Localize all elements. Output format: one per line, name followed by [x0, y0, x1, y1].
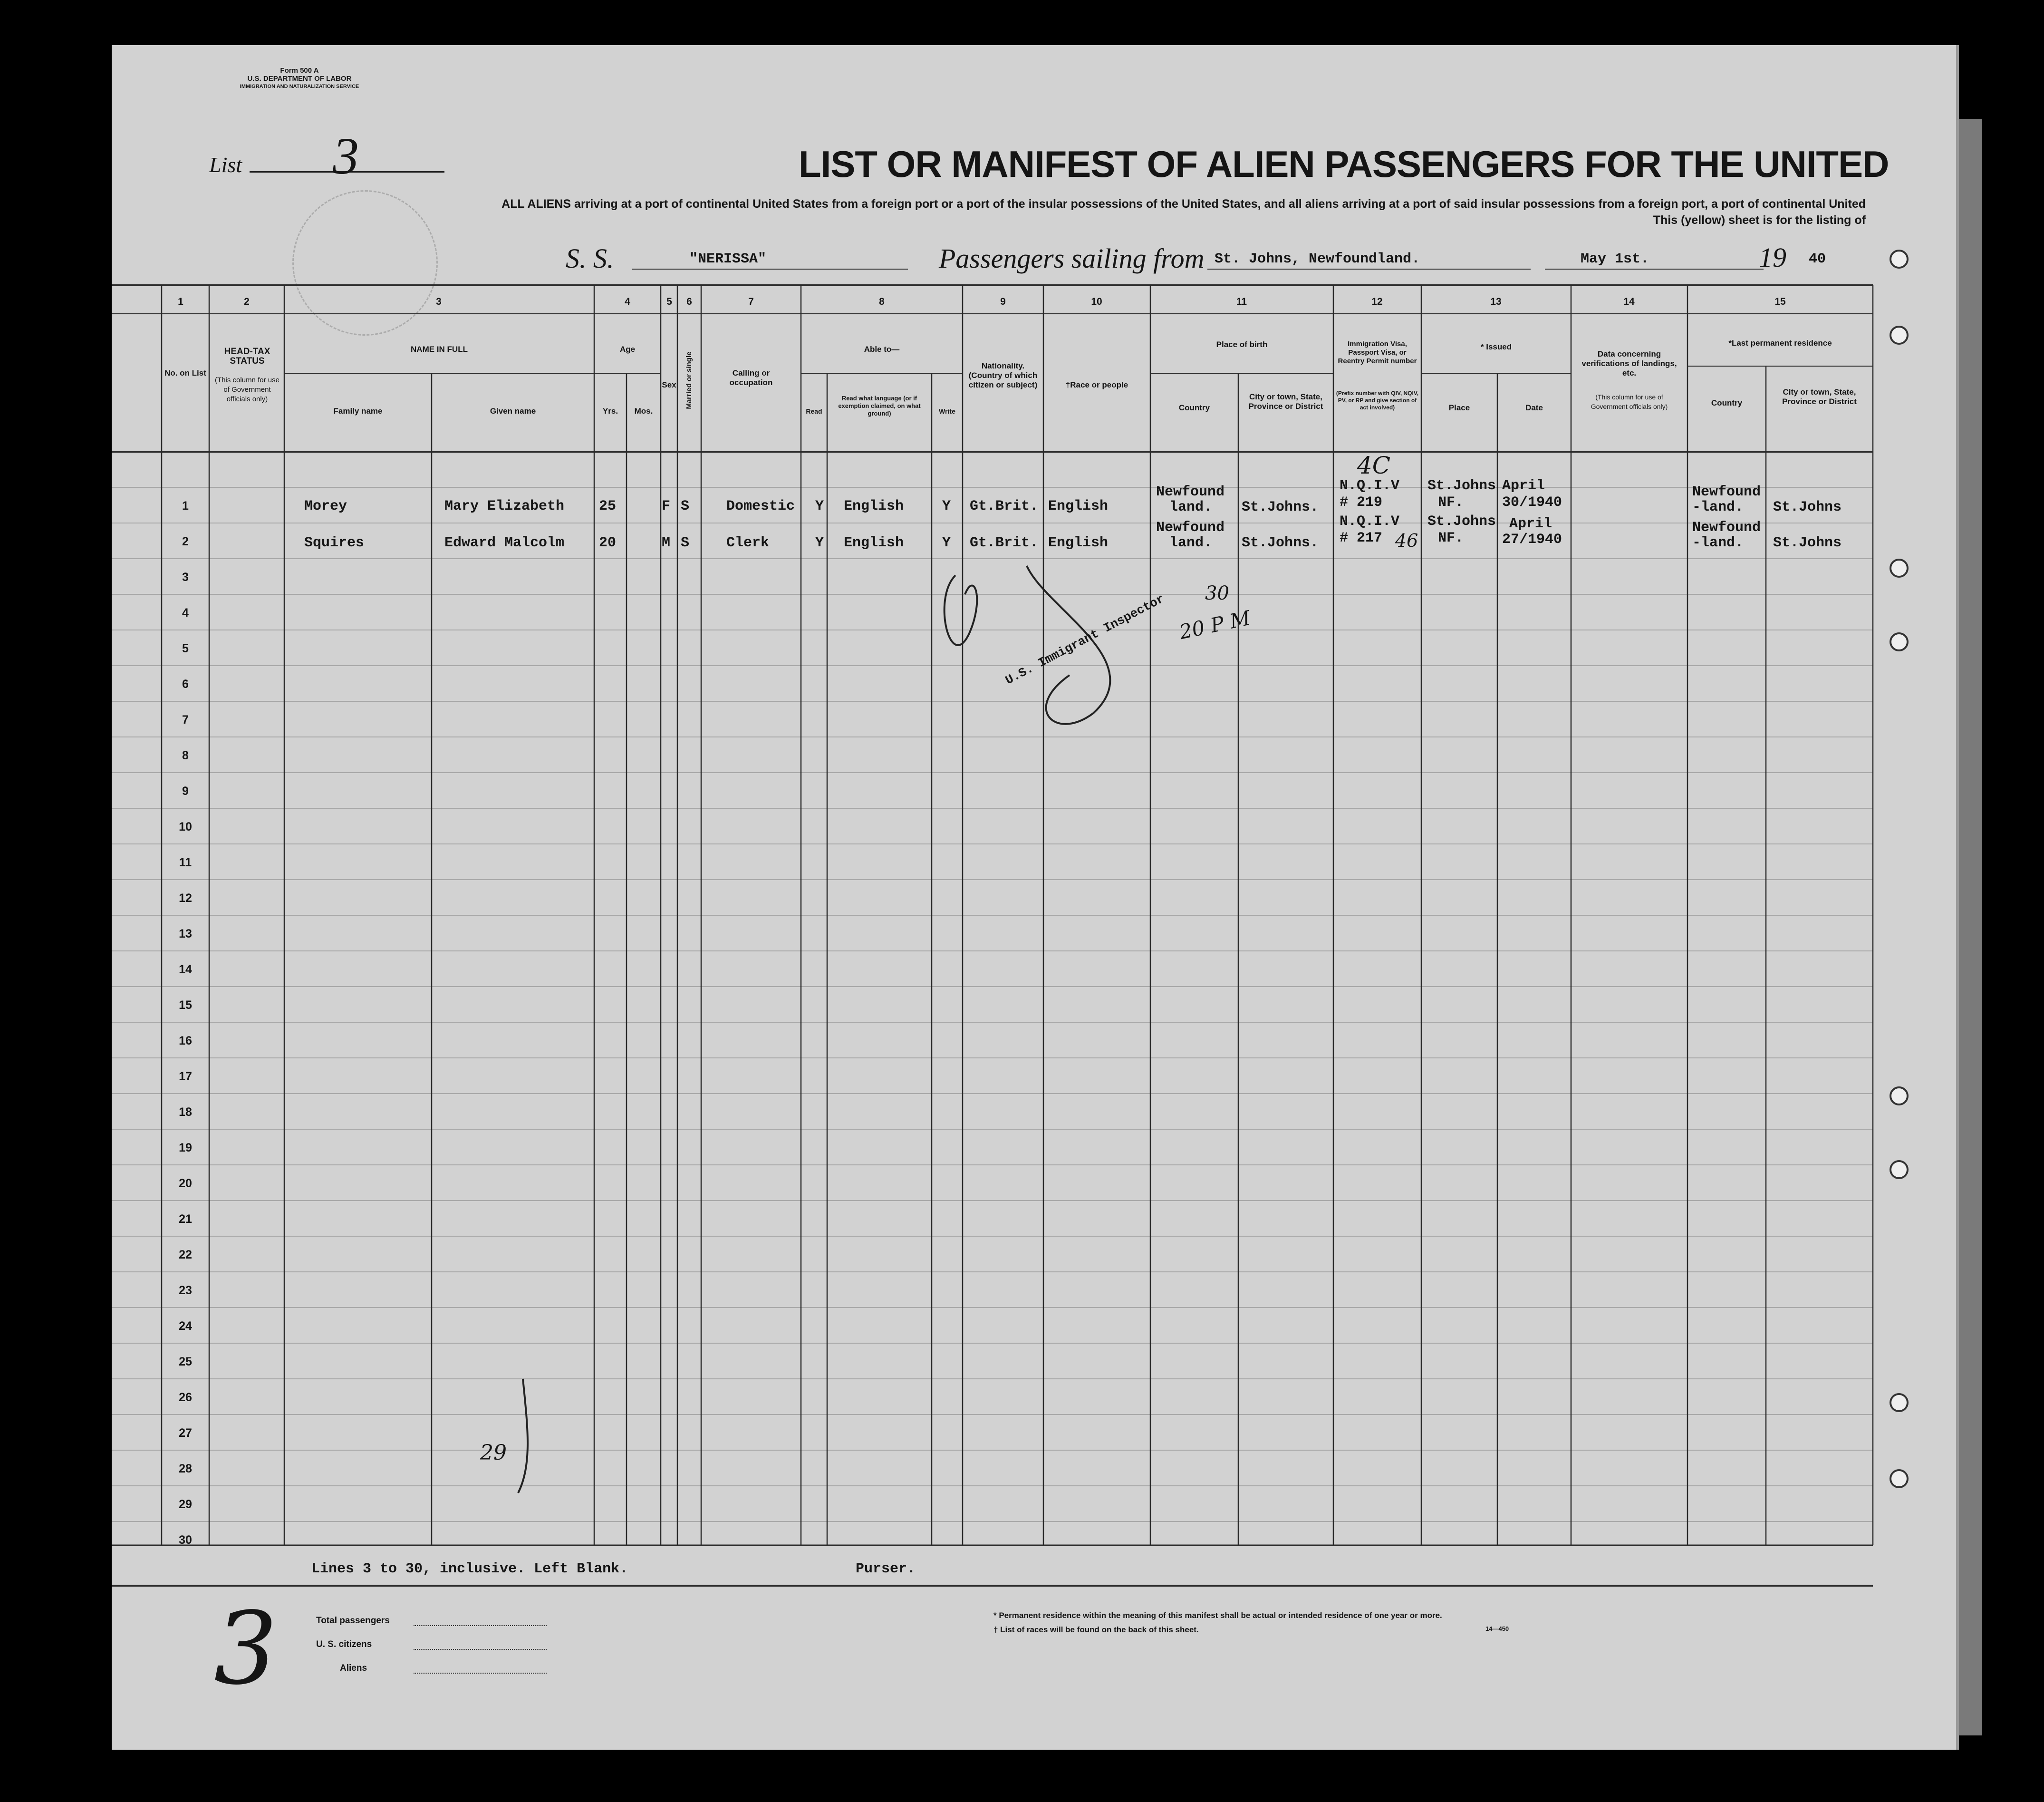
column-number-5: 5 [666, 296, 672, 307]
row-number-10: 10 [179, 820, 192, 833]
header-sex: Sex [662, 380, 676, 389]
visa-number-line1: N.Q.I.V [1340, 478, 1400, 494]
can-read: Y [815, 535, 824, 551]
residence-city: St.Johns [1773, 499, 1842, 515]
can-write: Y [942, 498, 951, 514]
header-issued-date: Date [1525, 403, 1543, 412]
row-number-9: 9 [182, 785, 189, 798]
row-number-22: 22 [179, 1248, 192, 1261]
header-calling: Calling or occupation [729, 368, 773, 387]
footnote-residence: * Permanent residence within the meaning of this manifest shall be actual or intended residence of one year or more. [993, 1611, 1442, 1620]
row-number-6: 6 [182, 678, 189, 691]
can-write: Y [942, 535, 951, 551]
issued-place-line1: St.Johns [1427, 478, 1496, 494]
row-number-8: 8 [182, 749, 189, 762]
age-years: 20 [599, 535, 617, 551]
column-number-7: 7 [748, 296, 754, 307]
service: IMMIGRATION AND NATURALIZATION SERVICE [240, 84, 359, 89]
marital-status: S [681, 498, 690, 514]
row-number-15: 15 [179, 998, 192, 1012]
row-number-13: 13 [179, 927, 192, 940]
row-number-20: 20 [179, 1177, 192, 1190]
row-number-21: 21 [179, 1212, 192, 1226]
residence-country-line1: Newfound [1692, 520, 1761, 536]
row-number-23: 23 [179, 1284, 192, 1297]
column-number-6: 6 [686, 296, 692, 307]
row-number-2: 2 [182, 535, 189, 548]
row-number-5: 5 [182, 642, 189, 655]
inspector-stamp: U.S. Immigrant Inspector [1003, 591, 1167, 688]
purser-label: Purser. [856, 1561, 916, 1577]
column-number-13: 13 [1490, 296, 1502, 307]
header-name-in-full: NAME IN FULL [411, 345, 468, 354]
birth-country-line1: Newfound [1156, 484, 1225, 500]
issued-date-line2: 30/1940 [1502, 494, 1562, 511]
header-married: Married or single [685, 351, 693, 409]
header-yrs: Yrs. [602, 407, 618, 416]
subtitle-line-2: This (yellow) sheet is for the listing of [1653, 213, 1866, 227]
header-last-residence: *Last permanent residence [1728, 339, 1832, 348]
year-suffix: 40 [1809, 251, 1826, 267]
row-number-17: 17 [179, 1070, 192, 1083]
year-prefix: 19 [1759, 242, 1786, 273]
departure-date: May 1st. [1581, 251, 1649, 267]
aliens-line [414, 1673, 547, 1674]
residence-country-line1: Newfound [1692, 484, 1761, 500]
issued-date-line1: April [1509, 516, 1552, 532]
family-name: Squires [304, 535, 365, 551]
visa-handwritten-mark: 4C [1357, 452, 1391, 479]
row-number-1: 1 [182, 499, 189, 513]
header-read: Read [806, 407, 822, 415]
subtitle-line-1: ALL ALIENS arriving at a port of continental United States from a foreign port or a port of the insular possessions of the United States, and all aliens arriving at a port of said insular possessions from a foreign port, a port of continental United [501, 197, 1866, 211]
read-language: English [844, 498, 904, 514]
count-mark: 29 [480, 1441, 507, 1465]
header-birth-country: Country [1178, 403, 1210, 412]
header-mos: Mos. [634, 407, 653, 416]
form-code: 14—450 [1485, 1625, 1509, 1632]
visa-number-line1: N.Q.I.V [1340, 513, 1400, 530]
row-number-26: 26 [179, 1391, 192, 1404]
list-number: 3 [333, 127, 359, 185]
column-number-2: 2 [244, 296, 250, 307]
row-number-24: 24 [179, 1319, 192, 1333]
departure-port: St. Johns, Newfoundland. [1215, 251, 1420, 267]
column-number-14: 14 [1623, 296, 1635, 307]
birth-city: St.Johns. [1242, 499, 1319, 515]
race: English [1048, 535, 1109, 551]
header-given-name: Given name [490, 407, 536, 416]
visa-number-line2: # 219 [1340, 494, 1383, 511]
residence-country-line2: -land. [1692, 535, 1744, 551]
us-citizens-label: U. S. citizens [316, 1639, 372, 1649]
can-read: Y [815, 498, 824, 514]
passengers-sailing-label: Passengers sailing from [939, 243, 1205, 274]
column-number-9: 9 [1000, 296, 1006, 307]
row-number-30: 30 [179, 1533, 192, 1547]
header-res-country: Country [1711, 398, 1743, 407]
ss-label: S. S. [566, 243, 614, 274]
birth-city: St.Johns. [1242, 535, 1319, 551]
header-able-to: Able to— [864, 345, 900, 354]
column-number-1: 1 [178, 296, 183, 307]
race: English [1048, 498, 1109, 514]
row-number-18: 18 [179, 1105, 192, 1119]
visa-handwritten-mark-row2: 46 [1395, 530, 1418, 551]
header-birth-city: City or town, State, Province or District [1248, 392, 1323, 411]
footnote-races: † List of races will be found on the back of this sheet. [993, 1625, 1199, 1634]
page-title: LIST OR MANIFEST OF ALIEN PASSENGERS FOR THE UNITED [799, 143, 1889, 185]
header-visa: Immigration Visa, Passport Visa, or Reentry Permit number [1338, 340, 1417, 365]
family-name: Morey [304, 498, 347, 514]
stamp-time-line1: 30 [1205, 582, 1229, 604]
column-number-11: 11 [1236, 296, 1247, 307]
header-write: Write [939, 407, 955, 415]
sex: M [662, 535, 671, 551]
issued-date-line2: 27/1940 [1502, 532, 1562, 548]
us-citizens-line [414, 1649, 547, 1650]
birth-country-line2: land. [1169, 535, 1213, 551]
total-passengers-label: Total passengers [316, 1616, 390, 1626]
header-read-language: Read what language (or if exemption claimed, on what ground) [838, 395, 921, 417]
header-data-note: (This column for use of Government officials only) [1591, 393, 1668, 410]
aliens-label: Aliens [340, 1663, 367, 1673]
header-head-tax: HEAD-TAX STATUS [224, 347, 270, 366]
total-passengers-line [414, 1625, 547, 1626]
occupation: Domestic [726, 498, 795, 514]
row-number-29: 29 [179, 1498, 192, 1511]
ship-name: "NERISSA" [689, 251, 767, 267]
issued-date-line1: April [1502, 478, 1545, 494]
age-years: 25 [599, 498, 617, 514]
given-name: Edward Malcolm [444, 535, 565, 551]
header-nationality: Nationality. (Country of which citizen or subject) [968, 361, 1038, 389]
header-family-name: Family name [333, 407, 383, 416]
blank-lines-note: Lines 3 to 30, inclusive. Left Blank. [311, 1561, 628, 1577]
nationality: Gt.Brit. [970, 498, 1039, 514]
column-number-10: 10 [1091, 296, 1102, 307]
column-number-4: 4 [625, 296, 630, 307]
row-number-19: 19 [179, 1141, 192, 1154]
row-number-28: 28 [179, 1462, 192, 1475]
row-number-27: 27 [179, 1426, 192, 1440]
header-res-city: City or town, State, Province or District [1782, 388, 1857, 406]
residence-city: St.Johns [1773, 535, 1842, 551]
issued-place-line1: St.Johns [1427, 513, 1496, 530]
occupation: Clerk [726, 535, 770, 551]
list-label: List [209, 153, 242, 177]
row-number-3: 3 [182, 571, 189, 584]
row-number-16: 16 [179, 1034, 192, 1047]
sex: F [662, 498, 671, 514]
row-number-4: 4 [182, 606, 189, 620]
header-issued: * Issued [1480, 342, 1512, 351]
row-number-7: 7 [182, 713, 189, 727]
total-count-handwritten: 3 [214, 1590, 278, 1707]
birth-country-line1: Newfound [1156, 520, 1225, 536]
header-data-concerning: Data concerning verifications of landings, etc. [1581, 349, 1677, 378]
column-number-12: 12 [1371, 296, 1383, 307]
column-number-3: 3 [436, 296, 442, 307]
issued-place-line2: NF. [1438, 494, 1464, 511]
read-language: English [844, 535, 904, 551]
column-number-8: 8 [879, 296, 885, 307]
visa-number-line2: # 217 [1340, 530, 1383, 546]
row-number-11: 11 [179, 856, 192, 869]
header-race: †Race or people [1065, 380, 1128, 389]
header-visa-note: (Prefix number with QIV, NQIV, PV, or RP and give section of act involved) [1336, 390, 1419, 411]
column-number-15: 15 [1774, 296, 1786, 307]
stamp-time-line2: 20 P M [1177, 606, 1253, 644]
header-place-of-birth: Place of birth [1216, 340, 1268, 349]
header-issued-place: Place [1448, 403, 1470, 412]
marital-status: S [681, 535, 690, 551]
header-age: Age [619, 345, 636, 354]
nationality: Gt.Brit. [970, 535, 1039, 551]
header-head-tax-note: (This column for use of Government officials only) [215, 376, 280, 403]
issued-place-line2: NF. [1438, 530, 1464, 546]
given-name: Mary Elizabeth [444, 498, 565, 514]
department: U.S. DEPARTMENT OF LABOR [247, 75, 352, 83]
birth-country-line2: land. [1169, 499, 1213, 515]
header-no-on-list: No. on List [164, 368, 206, 378]
residence-country-line2: -land. [1692, 499, 1744, 515]
row-number-25: 25 [179, 1355, 192, 1368]
form-number: Form 500 A [280, 67, 319, 75]
row-number-12: 12 [179, 891, 192, 905]
row-number-14: 14 [179, 963, 192, 976]
